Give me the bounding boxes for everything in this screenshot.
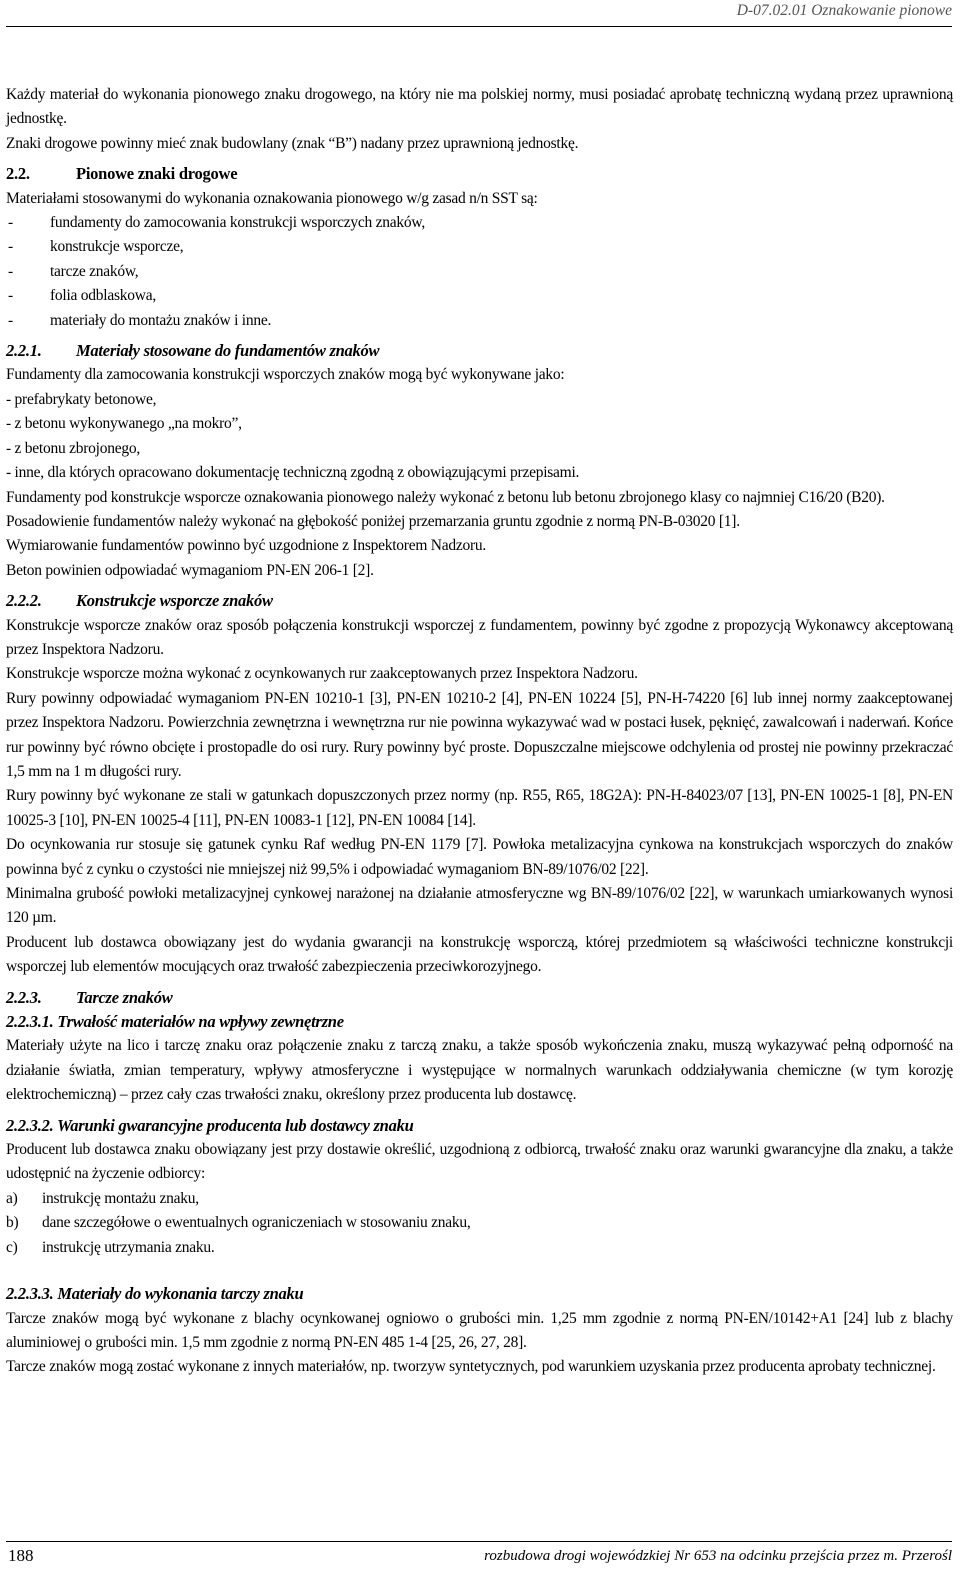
list-item: - folia odblaskowa, bbox=[6, 284, 953, 308]
section-number: 2.2.2. bbox=[6, 591, 42, 611]
section-heading-2-2-3 bbox=[6, 986, 953, 1010]
list-item: - materiały do montażu znaków i inne. bbox=[6, 309, 953, 333]
list-marker: a) bbox=[6, 1189, 18, 1207]
list-item: - z betonu zbrojonego, bbox=[6, 439, 140, 457]
section-title: Trwałość materiałów na wpływy zewnętrzne bbox=[57, 1012, 344, 1032]
paragraph: Materiały użyte na lico i tarczę znaku oraz połączenie znaku z tarczą znaku, a także sposób wykończenia znaku, muszą wykazywać pełną odporność na działanie światła, zmian temperatury, wpływy atmosferyczne i występujące w normalnych warunkach oddziaływania chemiczne (w tym korozję elektrochemiczną) – przez cały czas trwałości znaku, określony przez producenta lub dostawcę. bbox=[6, 1037, 953, 1104]
section-number: 2.2.3. bbox=[6, 987, 42, 1007]
paragraph: Do ocynkowania rur stosuje się gatunek cynku Raf według PN-EN 1179 [7]. Powłoka metalizacyjna cynkowa na konstrukcjach wsporczych do znaków powinna być z cynku o czystości nie mniejszej niż 99,5% i odpowiadać wymaganiom BN-89/1076/02 [22]. bbox=[6, 836, 953, 878]
section-title: Materiały do wykonania tarczy znaku bbox=[57, 1284, 304, 1304]
paragraph: Posadowienie fundamentów należy wykonać na głębokość poniżej przemarzania gruntu zgodnie z normą PN-B-03020 [1]. bbox=[6, 512, 740, 530]
section-heading-2-2-2 bbox=[6, 589, 953, 613]
section-title: Konstrukcje wsporcze znaków bbox=[76, 591, 273, 611]
list-item: - konstrukcje wsporcze, bbox=[6, 235, 953, 259]
page-footer bbox=[6, 1541, 952, 1572]
paragraph: Tarcze znaków mogą zostać wykonane z innych materiałów, np. tworzyw syntetycznych, pod warunkiem uzyskania przez producenta aprobaty technicznej. bbox=[6, 1358, 936, 1376]
list-item bbox=[6, 1187, 953, 1211]
project-name: rozbudowa drogi wojewódzkiej Nr 653 na odcinku przejścia przez m. Przerośl bbox=[484, 1548, 952, 1564]
document-code: D-07.02.01 Oznakowanie pionowe bbox=[736, 2, 952, 19]
materials-list bbox=[6, 211, 953, 333]
warranty-docs-list bbox=[6, 1187, 953, 1260]
section-title: Warunki gwarancyjne producenta lub dostawcy znaku bbox=[57, 1115, 414, 1135]
section-title: Materiały stosowane do fundamentów znaków bbox=[76, 341, 380, 361]
list-text: dane szczegółowe o ewentualnych ograniczeniach w stosowaniu znaku, bbox=[42, 1214, 471, 1232]
list-item: - tarcze znaków, bbox=[6, 260, 953, 284]
list-item: - fundamenty do zamocowania konstrukcji wsporczych znaków, bbox=[6, 211, 953, 235]
intro-paragraph: Każdy materiał do wykonania pionowego znaku drogowego, na który nie ma polskiej normy, musi posiadać aprobatę techniczną wydaną przez uprawnioną jednostkę. bbox=[6, 86, 953, 128]
section-number: 2.2.3.3. bbox=[6, 1284, 54, 1304]
paragraph: Fundamenty pod konstrukcje wsporcze oznakowania pionowego należy wykonać z betonu lub betonu zbrojonego klasy co najmniej C16/20 (B20). bbox=[6, 488, 885, 506]
list-marker: c) bbox=[6, 1238, 18, 1256]
section-number: 2.2.1. bbox=[6, 341, 42, 361]
list-item: - inne, dla których opracowano dokumentację techniczną zgodną z obowiązującymi przepisami. bbox=[6, 464, 580, 482]
section-lead: Materiałami stosowanymi do wykonania oznakowania pionowego w/g zasad n/n SST są: bbox=[6, 189, 538, 207]
list-item: - z betonu wykonywanego „na mokro”, bbox=[6, 415, 242, 433]
section-number: 2.2.3.2. bbox=[6, 1115, 54, 1135]
document-body bbox=[6, 83, 953, 1380]
section-title: Tarcze znaków bbox=[76, 987, 173, 1007]
section-heading-2-2-3-2 bbox=[6, 1114, 953, 1138]
section-heading-2-2 bbox=[6, 162, 953, 186]
section-lead: Fundamenty dla zamocowania konstrukcji wsporczych znaków mogą być wykonywane jako: bbox=[6, 366, 565, 384]
list-item: - prefabrykaty betonowe, bbox=[6, 390, 157, 408]
intro-paragraph: Znaki drogowe powinny mieć znak budowlany (znak “B”) nadany przez uprawnioną jednostkę. bbox=[6, 134, 579, 152]
list-item bbox=[6, 1236, 953, 1260]
list-text: instrukcję montażu znaku, bbox=[42, 1189, 199, 1207]
paragraph: Beton powinien odpowiadać wymaganiom PN-EN 206-1 [2]. bbox=[6, 561, 374, 579]
paragraph: Tarcze znaków mogą być wykonane z blachy ocynkowanej ogniowo o grubości min. 1,25 mm zgodnie z normą PN-EN/10142+A1 [24] lub z blachy aluminiowej o grubości min. 1,5 mm zgodnie z normą PN-EN 485 1-4 [25, 26, 27, 28]. bbox=[6, 1309, 953, 1351]
paragraph: Minimalna grubość powłoki metalizacyjnej cynkowej narażonej na działanie atmosferyczne wg BN-89/1076/02 [22], w warunkach umiarkowanych wynosi 120 µm. bbox=[6, 885, 953, 927]
paragraph: Konstrukcje wsporcze znaków oraz sposób połączenia konstrukcji wsporczej z fundamentem, powinny być zgodne z propozycją Wykonawcy akceptowaną przez Inspektora Nadzoru. bbox=[6, 616, 953, 658]
foundation-types-list bbox=[6, 388, 953, 486]
section-heading-2-2-3-1 bbox=[6, 1010, 953, 1034]
paragraph: Rury powinny odpowiadać wymaganiom PN-EN 10210-1 [3], PN-EN 10210-2 [4], PN-EN 10224 [5], PN-H-74220 [6] lub innej normy zaakceptowanej przez Inspektora Nadzoru. Powierzchnia zewnętrzna i wewnętrzna rur nie powinna wykazywać wad w postaci łusek, pęknięć, zawalcowań i naderwań. Końce rur powinny być równo obcięte i prostopadle do osi rury. Rury powinny być proste. Dopuszczalne miejscowe odchylenia od prostej nie powinny przekraczać 1,5 mm na 1 m długości rury. bbox=[6, 689, 953, 780]
section-number: 2.2.3.1. bbox=[6, 1012, 54, 1032]
paragraph: Producent lub dostawca znaku obowiązany jest przy dostawie określić, uzgodnioną z odbiorcą, trwałość znaku oraz warunki gwarancyjne dla znaku, a także udostępnić na życzenie odbiorcy: bbox=[6, 1141, 953, 1183]
section-number: 2.2. bbox=[6, 164, 30, 184]
section-heading-2-2-1 bbox=[6, 339, 953, 363]
paragraph: Rury powinny być wykonane ze stali w gatunkach dopuszczonych przez normy (np. R55, R65, 18G2A): PN-H-84023/07 [13], PN-EN 10025-1 [8], PN-EN 10025-3 [10], PN-EN 10025-4 [11], PN-EN 10083-1 [12], PN-EN 10084 [14]. bbox=[6, 787, 953, 829]
paragraph: Producent lub dostawca obowiązany jest do wydania gwarancji na konstrukcję wsporczą, której przedmiotem są właściwości techniczne konstrukcji wsporczej lub elementów mocujących oraz trwałość zabezpieczenia przeciwkorozyjnego. bbox=[6, 933, 953, 976]
list-item bbox=[6, 1211, 953, 1235]
list-marker: b) bbox=[6, 1214, 19, 1232]
page-number: 188 bbox=[8, 1546, 34, 1565]
page-header bbox=[6, 0, 952, 27]
paragraph: Konstrukcje wsporcze można wykonać z ocynkowanych rur zaakceptowanych przez Inspektora Nadzoru. bbox=[6, 665, 638, 683]
section-title: Pionowe znaki drogowe bbox=[76, 164, 238, 184]
section-heading-2-2-3-3 bbox=[6, 1282, 953, 1306]
paragraph: Wymiarowanie fundamentów powinno być uzgodnione z Inspektorem Nadzoru. bbox=[6, 537, 487, 555]
list-text: instrukcję utrzymania znaku. bbox=[42, 1238, 215, 1256]
